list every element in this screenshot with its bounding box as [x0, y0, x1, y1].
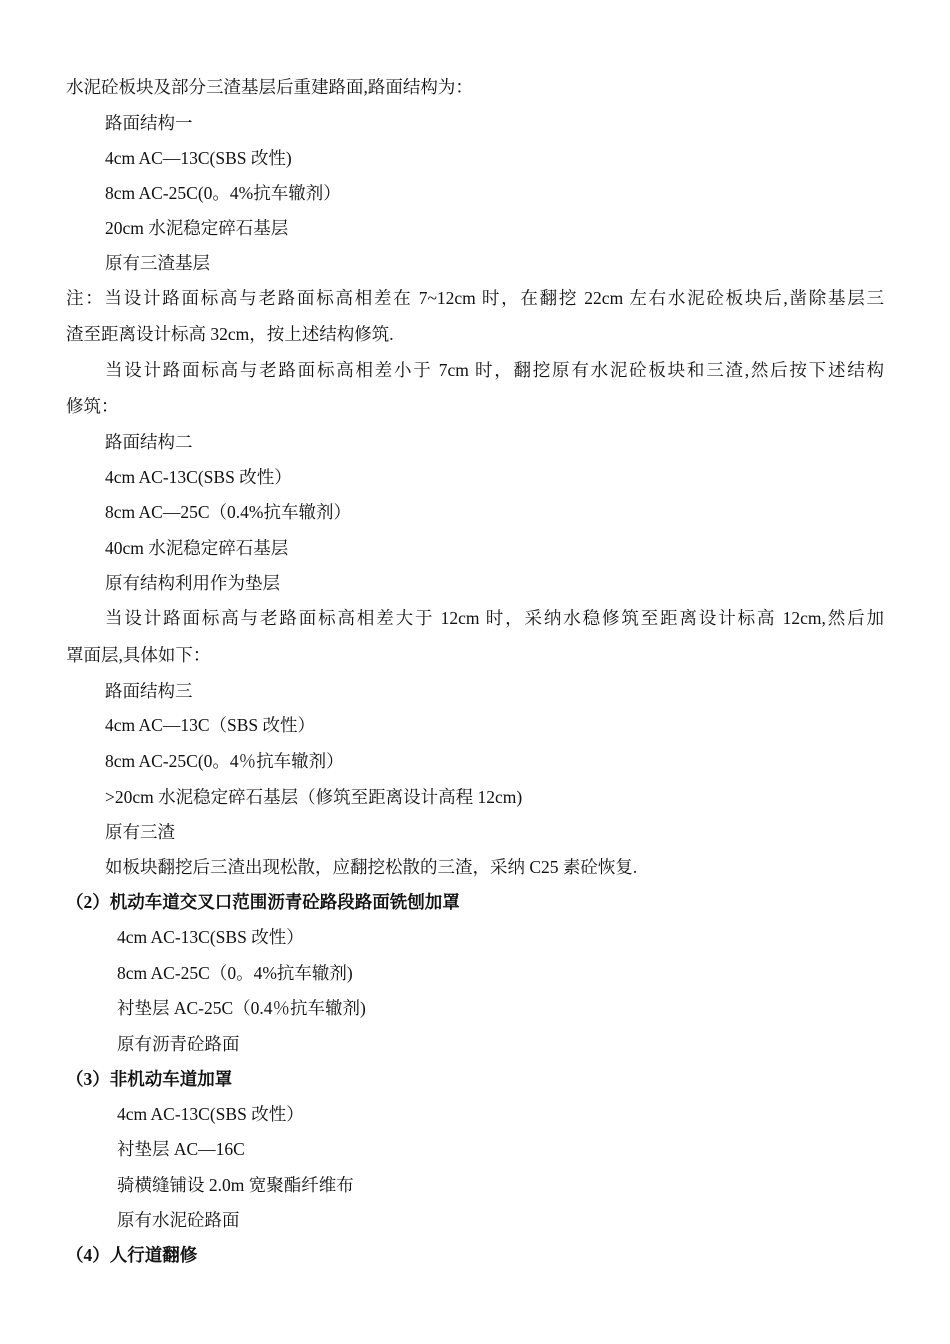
section4-heading: （4）人行道翻修 [66, 1245, 198, 1265]
section3-layer: 原有水泥砼路面 [117, 1210, 240, 1230]
section2-layer: 原有沥青砼路面 [117, 1034, 240, 1054]
section3-layer: 衬垫层 AC—16C [117, 1139, 245, 1159]
structure2-title: 路面结构二 [105, 432, 193, 452]
structure2-layer: 4cm AC-13C(SBS 改性） [105, 467, 292, 487]
section2-layer: 4cm AC-13C(SBS 改性） [117, 927, 304, 947]
structure3-layer: >20cm 水泥稳定碎石基层（修筑至距离设计高程 12cm) [105, 787, 523, 807]
structure3-title: 路面结构三 [105, 681, 193, 701]
structure1-layer: 8cm AC-25C(0。4%抗车辙剂） [105, 183, 341, 203]
section3-heading: （3）非机动车道加罩 [66, 1069, 233, 1089]
note3-line2: 罩面层,具体如下： [66, 645, 211, 665]
intro-text: 水泥砼板块及部分三渣基层后重建路面,路面结构为： [66, 77, 473, 97]
structure2-layer: 原有结构利用作为垫层 [105, 573, 280, 593]
structure3-layer: 原有三渣 [105, 822, 175, 842]
note2-line2: 修筑： [66, 396, 119, 416]
note2-line1: 当设计路面标高与老路面标高相差小于 7cm 时，翻挖原有水泥砼板块和三渣,然后按下述结构 [105, 360, 884, 380]
structure1-title: 路面结构一 [105, 113, 193, 133]
section2-layer: 衬垫层 AC-25C（0.4％抗车辙剂) [117, 998, 366, 1018]
structure2-layer: 40cm 水泥稳定碎石基层 [105, 538, 289, 558]
note3-line1: 当设计路面标高与老路面标高相差大于 12cm 时，采纳水稳修筑至距离设计标高 12cm,然后加 [105, 608, 884, 628]
note1-line1: 注：当设计路面标高与老路面标高相差在 7~12cm 时，在翻挖 22cm 左右水泥砼板块后,凿除基层三 [66, 288, 884, 308]
structure3-layer: 4cm AC—13C（SBS 改性） [105, 715, 316, 735]
structure2-layer: 8cm AC—25C（0.4%抗车辙剂） [105, 502, 351, 522]
structure1-layer: 4cm AC—13C(SBS 改性) [105, 148, 292, 168]
section3-layer: 4cm AC-13C(SBS 改性） [117, 1104, 304, 1124]
note4-text: 如板块翻挖后三渣出现松散，应翻挖松散的三渣，采纳 C25 素砼恢复. [105, 857, 638, 877]
structure1-layer: 20cm 水泥稳定碎石基层 [105, 218, 289, 238]
section2-heading: （2）机动车道交叉口范围沥青砼路段路面铣刨加罩 [66, 892, 460, 912]
structure1-layer: 原有三渣基层 [105, 253, 210, 273]
structure3-layer: 8cm AC-25C(0。4％抗车辙剂） [105, 751, 344, 771]
note1-line2: 渣至距离设计标高 32cm，按上述结构修筑. [66, 324, 394, 344]
section2-layer: 8cm AC-25C（0。4%抗车辙剂) [117, 963, 353, 983]
section3-layer: 骑横缝铺设 2.0m 宽聚酯纤维布 [117, 1175, 354, 1195]
